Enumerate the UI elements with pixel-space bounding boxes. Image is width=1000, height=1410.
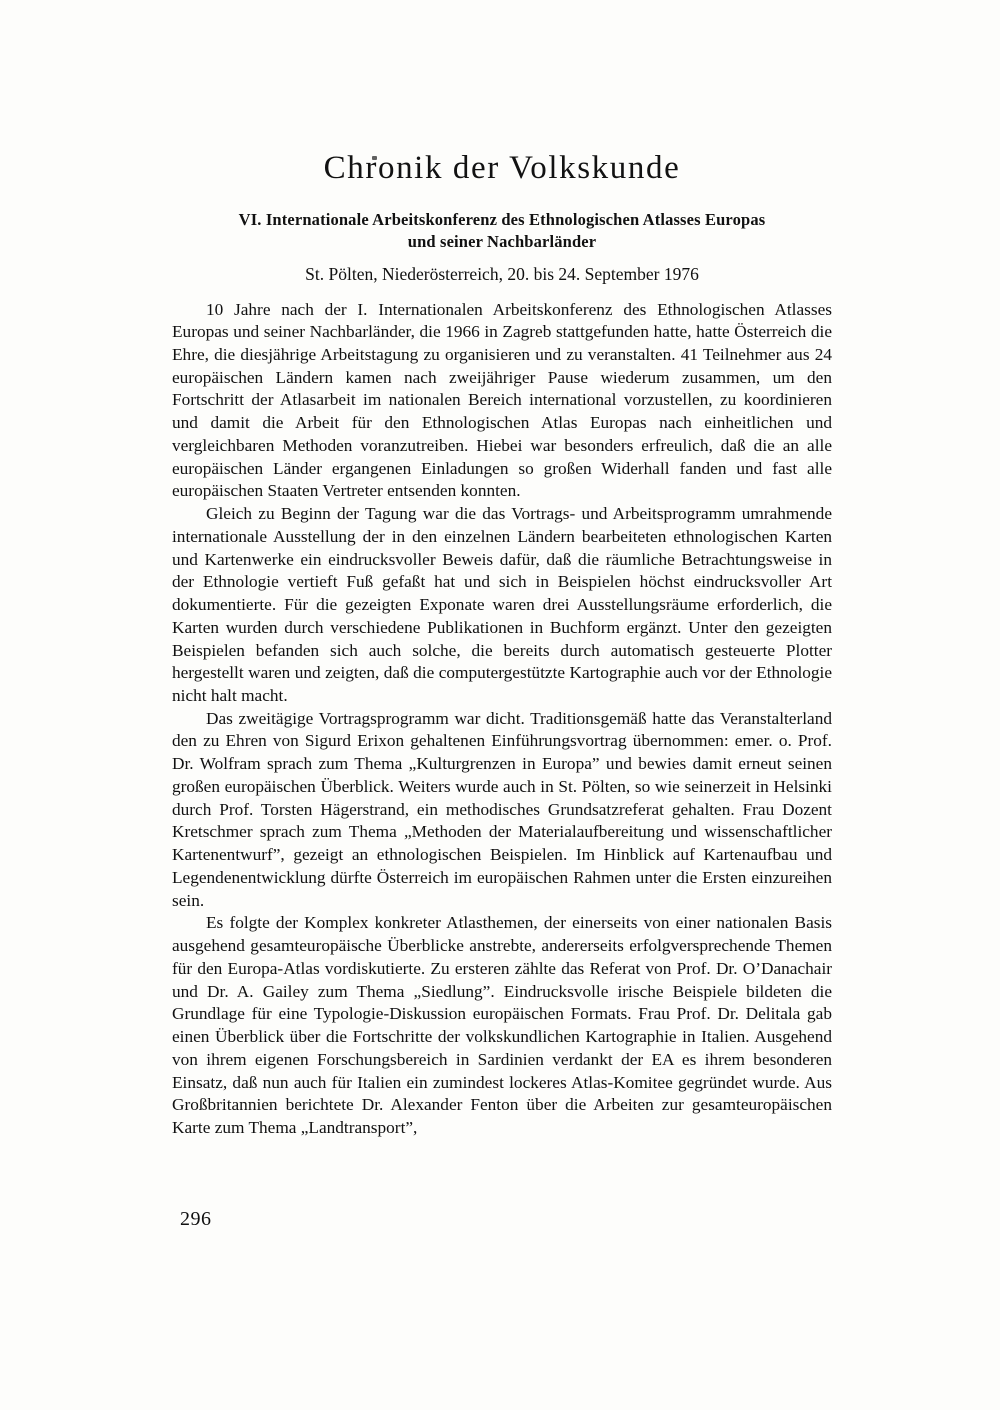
body-paragraph: Gleich zu Beginn der Tagung war die das Vortrags- und Arbeitsprogramm umrahmende internationale Ausstellung der in den einzelnen Ländern bearbeiteten ethnologischen Karten und Kartenwerke ein eindrucksvoller Beweis dafür, daß die räumliche Betrachtungsweise in der Ethnologie vertieft Fuß gefaßt hat und sich in Beispielen höchst eindrucksvoller Art dokumentierte. Für die gezeigten Exponate waren drei Ausstellungsräume erforderlich, die Karten wurden durch verschiedene Publikationen in Buchform ergänzt. Unter den gezeigten Beispielen befanden sich auch solche, die bereits durch automatisch gesteuerte Plotter hergestellt waren und zeigten, daß die computergestützte Kartographie auch vor der Ethnologie nicht halt macht. xyxy=(172,504,832,706)
body-paragraph: Das zweitägige Vortragsprogramm war dicht. Traditionsgemäß hatte das Veranstalterland den zu Ehren von Sigurd Erixon gehaltenen Einführungsvortrag übernommen: emer. o. Prof. Dr. Wolfram sprach zum Thema „Kulturgrenzen in Europa” und bewies damit erneut seinen großen europäischen Überblick. Weiters wurde auch in St. Pölten, so wie seinerzeit in Helsinki durch Prof. Torsten Hägerstrand, ein methodisches Grundsatzreferat gehalten. Frau Dozent Kretschmer sprach zum Thema „Methoden der Materialaufbereitung und wissenschaftlicher Kartenentwurf”, gezeigt an ethnologischen Beispielen. Im Hinblick auf Kartenaufbau und Legendenentwicklung dürfte Österreich im europäischen Rahmen unter die Ersten einzureihen sein. xyxy=(172,708,832,910)
article-subtitle xyxy=(172,209,832,254)
body-paragraph: 10 Jahre nach der I. Internationalen Arbeitskonferenz des Ethnologischen Atlasses Europas und seiner Nachbarländer, die 1966 in Zagreb stattgefunden hatte, hatte Österreich die Ehre, die diesjährige Arbeitstagung zu organisieren und zu veranstalten. 41 Teilnehmer aus 24 europäischen Ländern kamen nach zweijähriger Pause wiederum zusammen, um den Fortschritt der Atlasarbeit im nationalen Bereich international vorzustellen, zu koordinieren und damit die Arbeit für den Ethnologischen Atlas Europas nach einheitlichen und vergleichbaren Methoden voranzutreiben. Hiebei war besonders erfreulich, daß die an alle europäischen Länder ergangenen Einladungen so großen Widerhall fanden und fast alle europäischen Staaten Vertreter entsenden konnten. xyxy=(172,299,832,501)
page-title: Chronik der Volkskunde xyxy=(323,150,681,186)
article-subtitle-line-2: und seiner Nachbarländer xyxy=(407,232,597,252)
body-paragraph: Es folgte der Komplex konkreter Atlasthemen, der einerseits von einer nationalen Basis ausgehend gesamteuropäische Überblicke anstrebte, andererseits erfolgversprechende Themen für den Europa-Atlas vordiskutierte. Zu ersteren zählte das Referat von Prof. Dr. O’Danachair und Dr. A. Gailey zum Thema „Siedlung”. Eindrucksvolle irische Beispiele bildeten die Grundlage für eine Typologie-Diskussion europäischen Formats. Frau Prof. Dr. Delitala gab einen Überblick über die Fortschritte der volkskundlichen Kartographie in Italien. Ausgehend von ihrem eigenen Forschungsbereich in Sardinien verdankt der EA es ihrem besonderen Einsatz, daß nun auch für Italien ein zumindest lockeres Atlas-Komitee gegründet wurde. Aus Großbritannien berichtete Dr. Alexander Fenton über die Arbeiten zur gesamteuropäischen Karte zum Thema „Landtransport”, xyxy=(172,913,832,1137)
page-number: 296 xyxy=(180,1208,212,1230)
event-place-date: St. Pölten, Niederösterreich, 20. bis 24. September 1976 xyxy=(305,263,699,284)
article-subtitle-line-1: VI. Internationale Arbeitskonferenz des Ethnologischen Atlasses Europas xyxy=(238,210,766,229)
page-content xyxy=(172,150,832,1140)
